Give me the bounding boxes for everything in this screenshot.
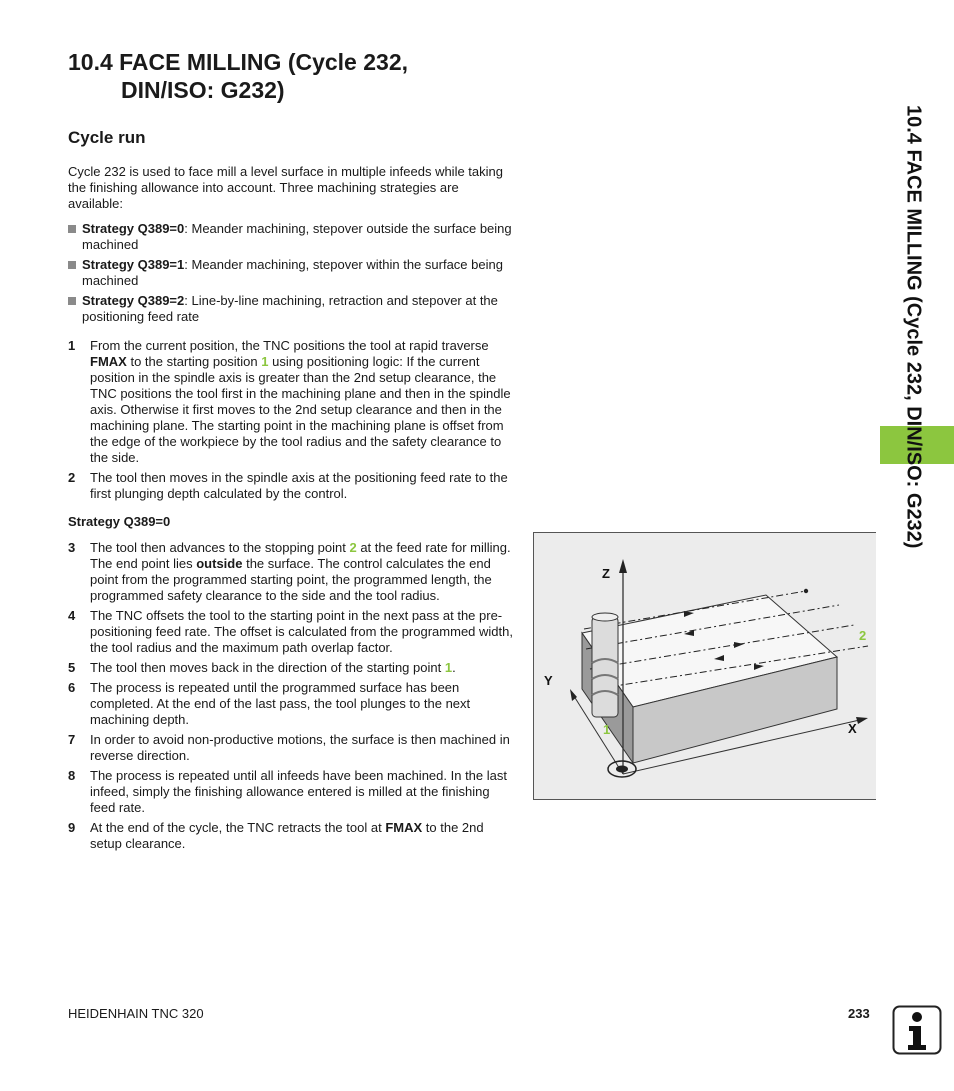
step-text: The tool then moves in the spindle axis at the positioning feed rate to the first plunging depth calculated by the control. (90, 470, 508, 501)
strategy-label: Strategy Q389=0 (82, 221, 185, 236)
step-text: The tool then advances to the stopping point (90, 540, 350, 555)
step-text: The process is repeated until all infeeds have been machined. In the last infeed, simply the finishing allowance entered is milled at the finishing feed rate. (90, 768, 507, 815)
step-number: 5 (68, 660, 76, 675)
strategy-text: : Meander machining, stepover outside the surface being machined (82, 221, 512, 252)
strategy-text: : Meander machining, stepover within the surface being machined (82, 257, 503, 288)
title-line-2: DIN/ISO: G232) (121, 77, 285, 103)
page-title (68, 48, 528, 104)
z-axis-arrow-icon (619, 559, 627, 573)
step-text: The process is repeated until the programmed surface has been completed. At the end of the last pass, the tool plunges to the next machining depth. (90, 680, 471, 727)
face-milling-diagram (534, 533, 876, 799)
step-number: 7 (68, 732, 76, 747)
path-end-point-icon (804, 589, 808, 593)
step-item (68, 768, 514, 816)
step-item (68, 660, 514, 676)
step-item (68, 732, 514, 764)
stop-point-label: 2 (859, 628, 867, 643)
strategy-label: Strategy Q389=2 (82, 293, 185, 308)
body-text (68, 164, 514, 856)
step-text: At the end of the cycle, the TNC retracts the tool at (90, 820, 386, 835)
step-item (68, 338, 514, 466)
intro-paragraph: Cycle 232 is used to face mill a level surface in multiple infeeds while taking the finishing allowance into account. Three machining strategies are available: (68, 164, 503, 211)
step-number: 3 (68, 540, 76, 555)
step-text: The TNC offsets the tool to the starting point in the next pass at the pre-positioning feed rate. The offset is calculated from the programmed width, the tool radius and the maximum path overlap factor. (90, 608, 513, 655)
footer-manual-name: HEIDENHAIN TNC 320 (68, 1006, 204, 1021)
step-item (68, 470, 514, 502)
bullet-square-icon (68, 297, 76, 305)
axis-label-x: X (848, 721, 857, 736)
keyword-outside: outside (196, 556, 243, 571)
axis-label-z: Z (602, 566, 610, 581)
milling-cutter-icon (592, 617, 618, 717)
step-text: to the starting position (126, 354, 262, 369)
step-number: 9 (68, 820, 76, 835)
datum-center-icon (616, 766, 628, 773)
strategy-item (68, 257, 514, 289)
point-ref-1: 1 (261, 354, 269, 369)
step-item (68, 820, 514, 852)
step-text: using positioning logic: If the current position in the spindle axis is greater than the 2nd setup clearance, the TNC positions the tool first in the machining plane and then in the spindle axis. Otherwise it first moves to the 2nd setup clearance and then in the machining plane. The starting point in the machining plane is offset from the edge of the workpiece by the tool radius and the safety clearance to the side. (90, 354, 511, 465)
step-item (68, 540, 514, 604)
step-text: . (452, 660, 456, 675)
bullet-square-icon (68, 261, 76, 269)
step-item (68, 680, 514, 728)
start-point-label: 1 (603, 722, 611, 737)
side-chapter-tab (893, 32, 933, 622)
axis-label-y: Y (544, 673, 553, 688)
step-text: From the current position, the TNC positions the tool at rapid traverse (90, 338, 489, 353)
page-number: 233 (848, 1006, 870, 1021)
step-item (68, 608, 514, 656)
face-milling-figure (533, 532, 876, 800)
step-number: 1 (68, 338, 76, 353)
bullet-square-icon (68, 225, 76, 233)
side-chapter-title: 10.4 FACE MILLING (Cycle 232, DIN/ISO: G232) (902, 105, 925, 549)
strategy-label: Strategy Q389=1 (82, 257, 185, 272)
point-ref-2: 2 (349, 540, 357, 555)
step-number: 4 (68, 608, 76, 623)
step-text: to the 2nd setup clearance. (90, 820, 484, 851)
title-line-1: 10.4 FACE MILLING (Cycle 232, (68, 49, 409, 75)
keyword-fmax: FMAX (90, 354, 127, 369)
strategy-item (68, 221, 514, 253)
step-number: 2 (68, 470, 76, 485)
step-list (68, 338, 514, 852)
section-heading: Cycle run (68, 128, 146, 147)
strategy-item (68, 293, 514, 325)
step-text: the surface. The control calculates the end point from the programmed starting point, the programmed length, the programmed safety clearance to the side and the tool radius. (90, 556, 492, 603)
step-text: In order to avoid non-productive motions, the surface is then machined in reverse direction. (90, 732, 510, 763)
strategy-subheading: Strategy Q389=0 (68, 514, 171, 529)
step-number: 8 (68, 768, 76, 783)
step-text: at the feed rate for milling. The end point lies (90, 540, 511, 571)
info-icon (892, 1005, 942, 1055)
point-ref-1: 1 (444, 660, 453, 675)
x-axis-arrow-icon (856, 717, 868, 724)
step-text: The tool then moves back in the direction of the starting point (90, 660, 445, 675)
keyword-fmax: FMAX (385, 820, 423, 835)
cutter-top-icon (592, 613, 618, 621)
strategy-text: : Line-by-line machining, retraction and stepover at the positioning feed rate (82, 293, 498, 324)
step-number: 6 (68, 680, 76, 695)
